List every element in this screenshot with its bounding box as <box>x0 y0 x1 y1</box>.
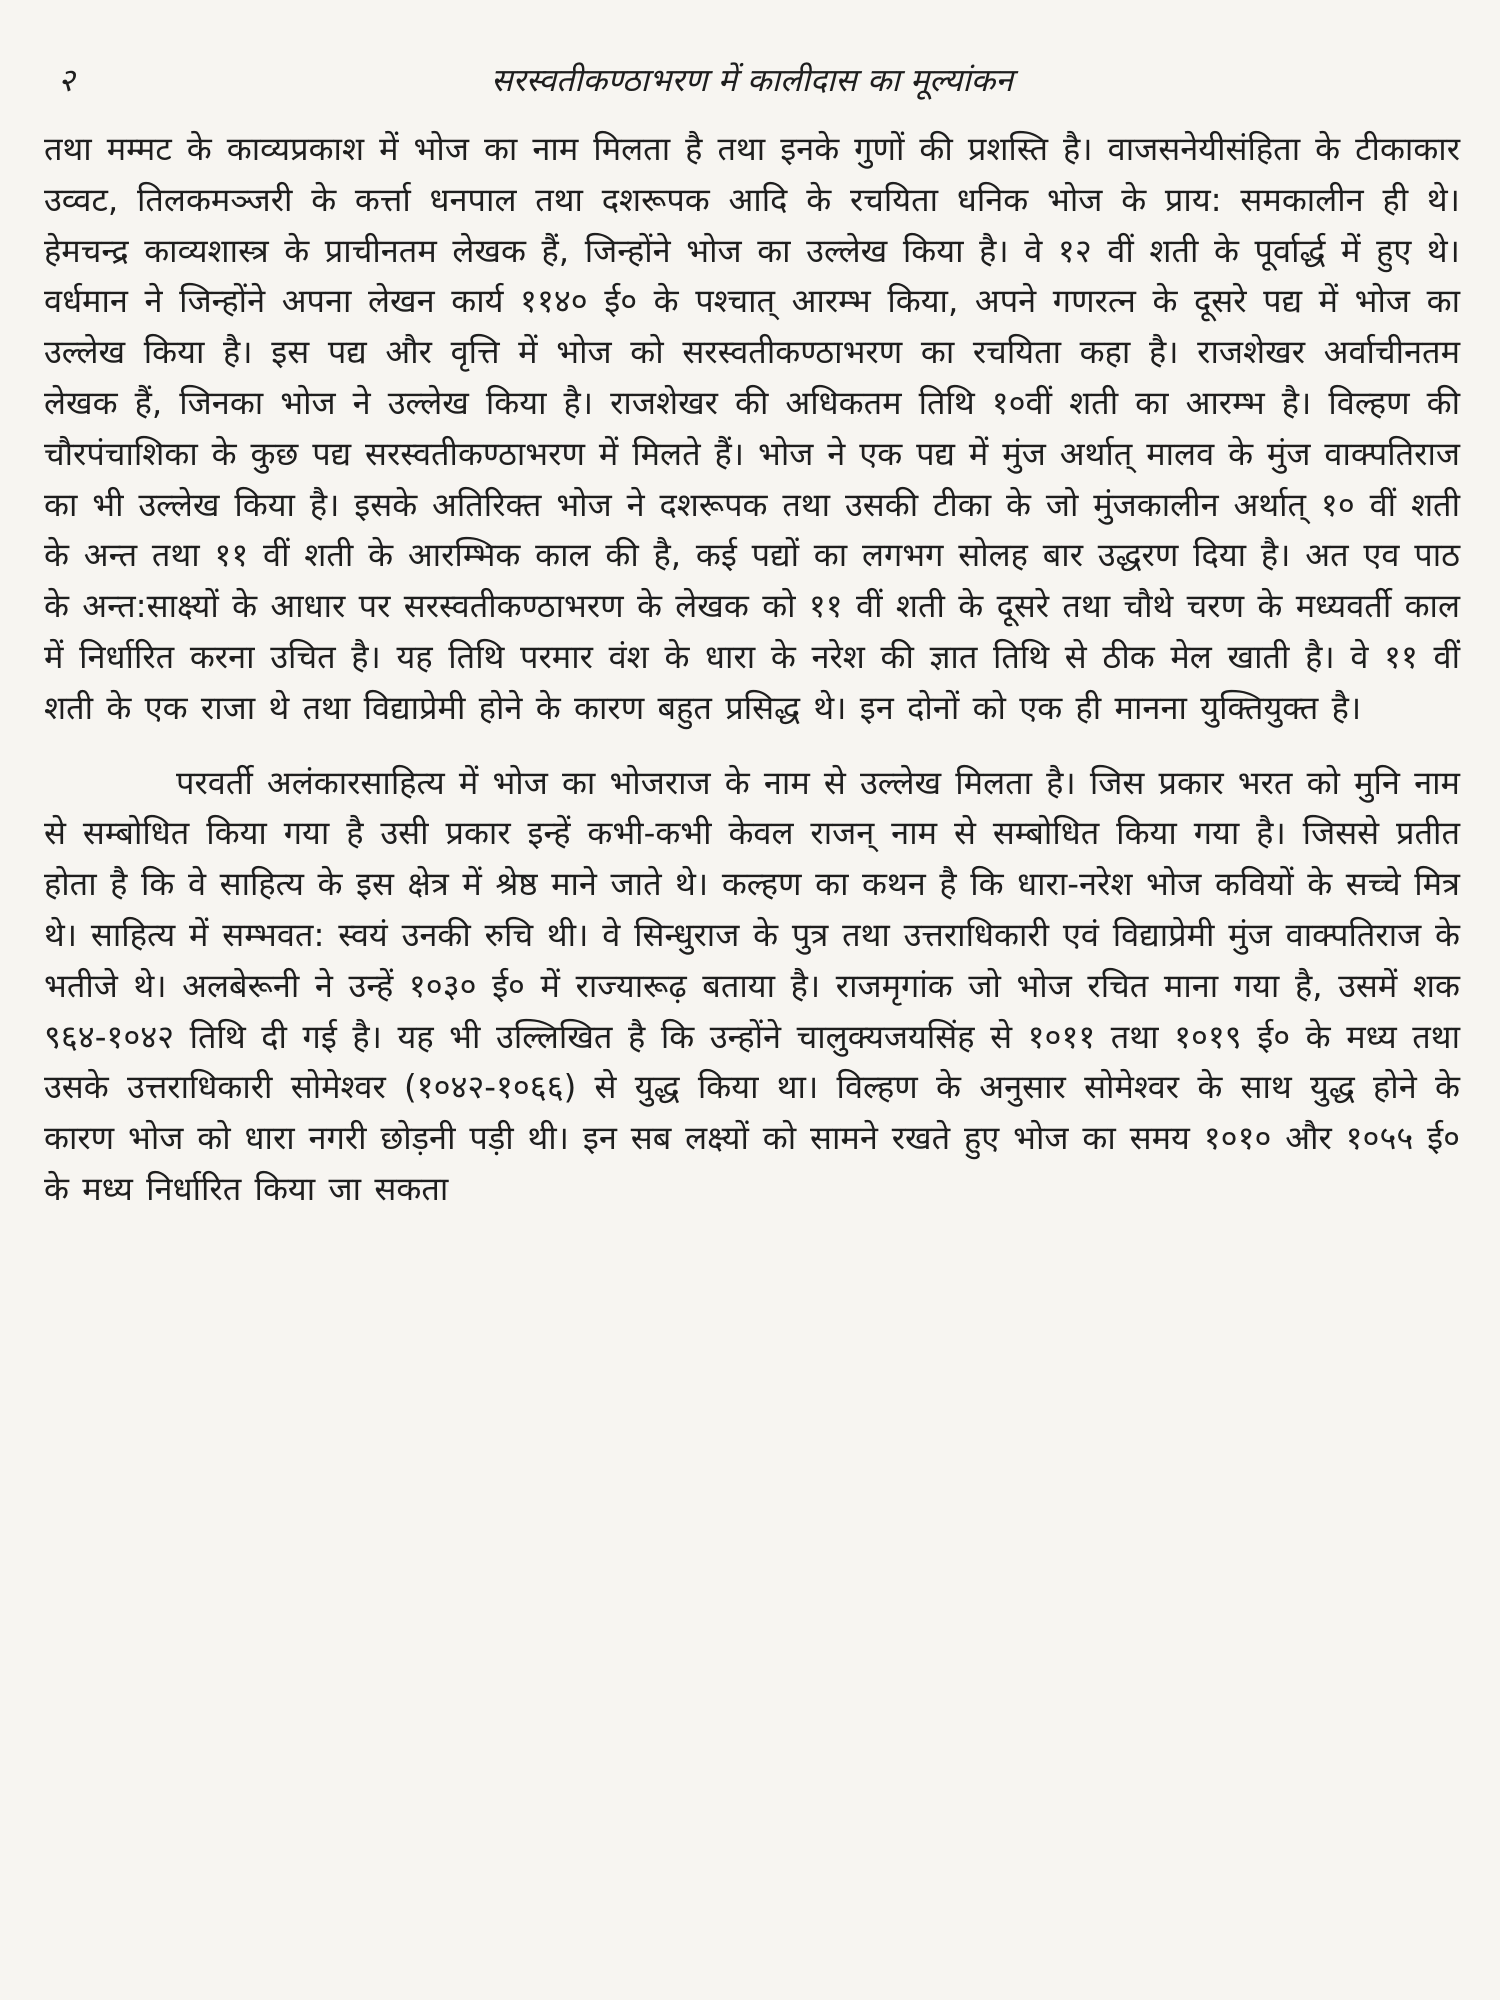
page-number: २ <box>58 61 75 99</box>
running-head <box>44 52 1460 118</box>
paragraph-1: तथा मम्मट के काव्यप्रकाश में भोज का नाम मिलता है तथा इनके गुणों की प्रशस्ति है। वाजसनेयीसंहिता के टीकाकार उव्वट, तिलकमञ्जरी के कर्त्ता धनपाल तथा दशरूपक आदि के रचयिता धनिक भोज के प्राय: समकालीन ही थे। हेमचन्द्र काव्यशास्त्र के प्राचीनतम लेखक हैं, जिन्होंने भोज का उल्लेख किया है। वे १२ वीं शती के पूर्वार्द्ध में हुए थे। वर्धमान ने जिन्होंने अपना लेखन कार्य ११४० ई० के पश्चात् आरम्भ किया, अपने गणरत्न के दूसरे पद्य में भोज का उल्लेख किया है। इस पद्य और वृत्ति में भोज को सरस्वतीकण्ठाभरण का रचयिता कहा है। राजशेखर अर्वाचीनतम लेखक हैं, जिनका भोज ने उल्लेख किया है। राजशेखर की अधिकतम तिथि १०वीं शती का आरम्भ है। विल्हण की चौरपंचाशिका के कुछ पद्य सरस्वतीकण्ठाभरण में मिलते हैं। भोज ने एक पद्य में मुंज अर्थात् मालव के मुंज वाक्पतिराज का भी उल्लेख किया है। इसके अतिरिक्त भोज ने दशरूपक तथा उसकी टीका के जो मुंजकालीन अर्थात् १० वीं शती के अन्त तथा ११ वीं शती के आरम्भिक काल की है, कई पद्यों का लगभग सोलह बार उद्धरण दिया है। अत एव पाठ के अन्त:साक्ष्यों के आधार पर सरस्वतीकण्ठाभरण के लेखक को ११ वीं शती के दूसरे तथा चौथे चरण के मध्यवर्ती काल में निर्धारित करना उचित है। यह तिथि परमार वंश के धारा के नरेश की ज्ञात तिथि से ठीक मेल खाती है। वे ११ वीं शती के एक राजा थे तथा विद्याप्रेमी होने के कारण बहुत प्रसिद्ध थे। इन दोनों को एक ही मानना युक्तियुक्त है। <box>44 130 1460 727</box>
body-text <box>44 124 1460 1215</box>
running-title: सरस्वतीकण्ठाभरण में कालीदास का मूल्यांकन <box>491 61 1013 99</box>
paragraph-2: परवर्ती अलंकारसाहित्य में भोज का भोजराज के नाम से उल्लेख मिलता है। जिस प्रकार भरत को मुनि नाम से सम्बोधित किया गया है उसी प्रकार इन्हें कभी-कभी केवल राजन् नाम से सम्बोधित किया गया है। जिससे प्रतीत होता है कि वे साहित्य के इस क्षेत्र में श्रेष्ठ माने जाते थे। कल्हण का कथन है कि धारा-नरेश भोज कवियों के सच्चे मित्र थे। साहित्य में सम्भवत: स्वयं उनकी रुचि थी। वे सिन्धुराज के पुत्र तथा उत्तराधिकारी एवं विद्याप्रेमी मुंज वाक्पतिराज के भतीजे थे। अलबेरूनी ने उन्हें १०३० ई० में राज्यारूढ़ बताया है। राजमृगांक जो भोज रचित माना गया है, उसमें शक ९६४-१०४२ तिथि दी गई है। यह भी उल्लिखित है कि उन्होंने चालुक्यजयसिंह से १०११ तथा १०१९ ई० के मध्य तथा उसके उत्तराधिकारी सोमेश्वर (१०४२-१०६६) से युद्ध किया था। विल्हण के अनुसार सोमेश्वर के साथ युद्ध होने के कारण भोज को धारा नगरी छोड़नी पड़ी थी। इन सब लक्ष्यों को सामने रखते हुए भोज का समय १०१० और १०५५ ई० के मध्य निर्धारित किया जा सकता <box>44 763 1460 1208</box>
